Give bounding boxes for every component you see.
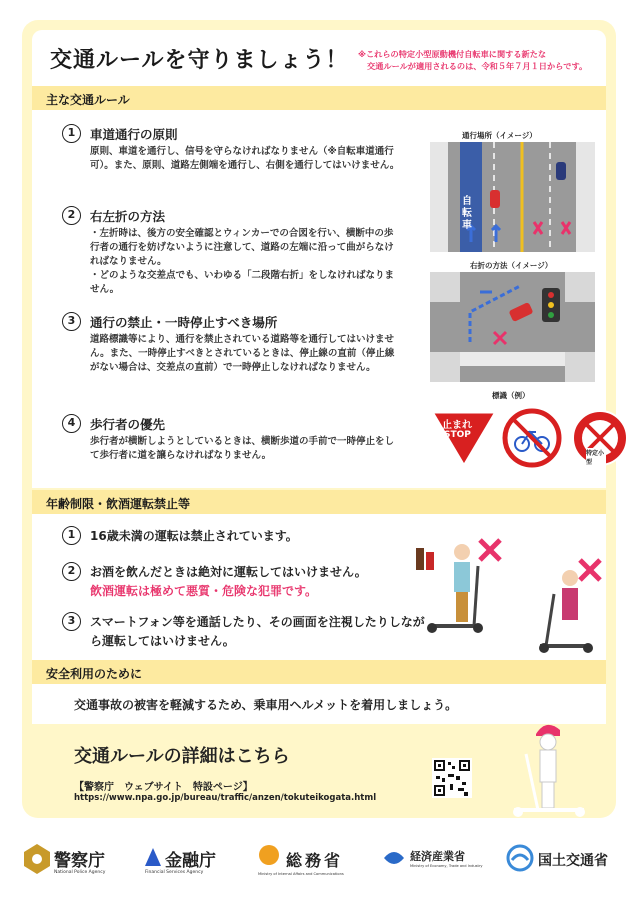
qr-code[interactable] — [432, 758, 472, 798]
stop-sign-en: STOP — [444, 430, 471, 440]
logo-mlit: 国土交通省 — [506, 842, 616, 878]
logo-meti: 経済産業省 Ministry of Economy, Trade and Industry — [382, 842, 492, 878]
rule-item — [62, 414, 402, 474]
rule-body: ・左折時は、後方の安全確認とウィンカーでの合図を行い、横断中の歩行者の通行を妨げないように注意して、道路の左端に沿って曲がらなければなりません。 ・どのような交差点でも、いわゆる「二段階右折」をしなければなりません。 — [90, 228, 395, 295]
police-emblem-icon — [24, 844, 50, 874]
exclude-sign-text: 特定小型 — [586, 450, 605, 466]
stop-sign-jp: 止まれ — [442, 420, 472, 431]
section-age-bar: 年齢制限・飲酒運転禁止等 — [32, 490, 606, 514]
rule-number: 1 — [62, 124, 81, 143]
rule-number: 2 — [62, 206, 81, 225]
header — [32, 30, 606, 86]
rule-title: 通行の禁止・一時停止すべき場所 — [90, 315, 278, 330]
rule-body: 歩行者が横断しようとしているときは、横断歩道の手前で一時停止をして歩行者に道を譲らなければなりません。 — [90, 436, 395, 461]
ministry-logos-footer — [0, 830, 637, 890]
mlit-emblem-icon — [506, 844, 534, 872]
poster-panel — [22, 20, 616, 818]
rule-item — [62, 312, 402, 392]
soumu-emblem-icon — [258, 844, 280, 866]
turn-image-label: 右折の方法（イメージ） — [470, 261, 553, 270]
effective-date-note: ※これらの特定小型原動機付自転車に関する新たな 交通ルールが適用されるのは、令和５年７月１日からです。 — [358, 49, 588, 71]
logo-soumu: 総務省 Ministry of Internal Affairs and Communications — [258, 842, 368, 878]
road-image-label: 通行場所（イメージ） — [462, 131, 537, 140]
helmet-rider-illustration — [510, 710, 590, 818]
fsa-emblem-icon — [143, 846, 163, 868]
two-stage-turn-illustration — [430, 272, 595, 382]
scooter-riders-illustration — [410, 522, 606, 654]
rule-title: 車道通行の原則 — [90, 127, 178, 142]
meti-emblem-icon — [382, 846, 406, 870]
logo-npa: 警察庁 National Police Agency — [24, 842, 124, 878]
rule-number: 3 — [62, 612, 81, 631]
rule-number: 3 — [62, 312, 81, 331]
logo-fsa: 金融庁 Financial Services Agency — [143, 842, 253, 878]
helmet-advice: 交通事故の被害を軽減するため、乗車用ヘルメットを着用しましょう。 — [74, 698, 458, 712]
details-subtitle: 【警察庁 ウェブサイト 特設ページ】 — [74, 782, 253, 793]
rule-body: 原則、車道を通行し、信号を守らなければなりません（※自転車道通行可）。また、原則、道路左側端を通行し、右側を通行してはいけません。 — [90, 146, 400, 171]
rule-number: 4 — [62, 414, 81, 433]
rule-number: 1 — [62, 526, 81, 545]
section-safety-bar: 安全利用のために — [32, 660, 606, 684]
signs-label: 標識（例） — [492, 391, 530, 400]
main-rules-box — [32, 110, 606, 488]
age-rule-text: 16歳未満の運転は禁止されています。 — [90, 529, 298, 543]
age-rule-item — [62, 526, 422, 548]
no-bicycle-sign — [502, 408, 562, 468]
bike-lane-text: 自転車 — [462, 196, 472, 231]
rule-item — [62, 206, 402, 296]
rule-item — [62, 124, 402, 194]
details-title: 交通ルールの詳細はこちら — [74, 746, 290, 767]
age-rule-text: スマートフォン等を通話したり、その画面を注視したりしながら運転してはいけません。 — [90, 615, 425, 648]
details-url[interactable]: https://www.npa.go.jp/bureau/traffic/anzen/tokuteikogata.html — [74, 793, 377, 803]
age-rule-item — [62, 562, 422, 602]
section-main-rules-bar: 主な交通ルール — [32, 86, 606, 110]
age-rule-text: お酒を飲んだときは絶対に運転してはいけません。 飲酒運転は極めて悪質・危険な犯罪です。 — [90, 563, 425, 601]
age-rules-box — [32, 514, 606, 660]
drunk-driving-warning: 飲酒運転は極めて悪質・危険な犯罪です。 — [90, 584, 318, 598]
rule-number: 2 — [62, 562, 81, 581]
road-lane-illustration — [430, 142, 595, 252]
age-rule-item — [62, 612, 425, 652]
page-title: 交通ルールを守りましょう！ — [50, 48, 349, 73]
rule-title: 歩行者の優先 — [90, 417, 166, 432]
rule-title: 右左折の方法 — [90, 209, 166, 224]
rule-body: 道路標識等により、通行を禁止されている道路等を通行してはいけません。また、一時停止すべきとされているときは、停止線の直前（停止線がない場合は、交差点の直前）で一時停止しなければなりません。 — [90, 334, 395, 373]
